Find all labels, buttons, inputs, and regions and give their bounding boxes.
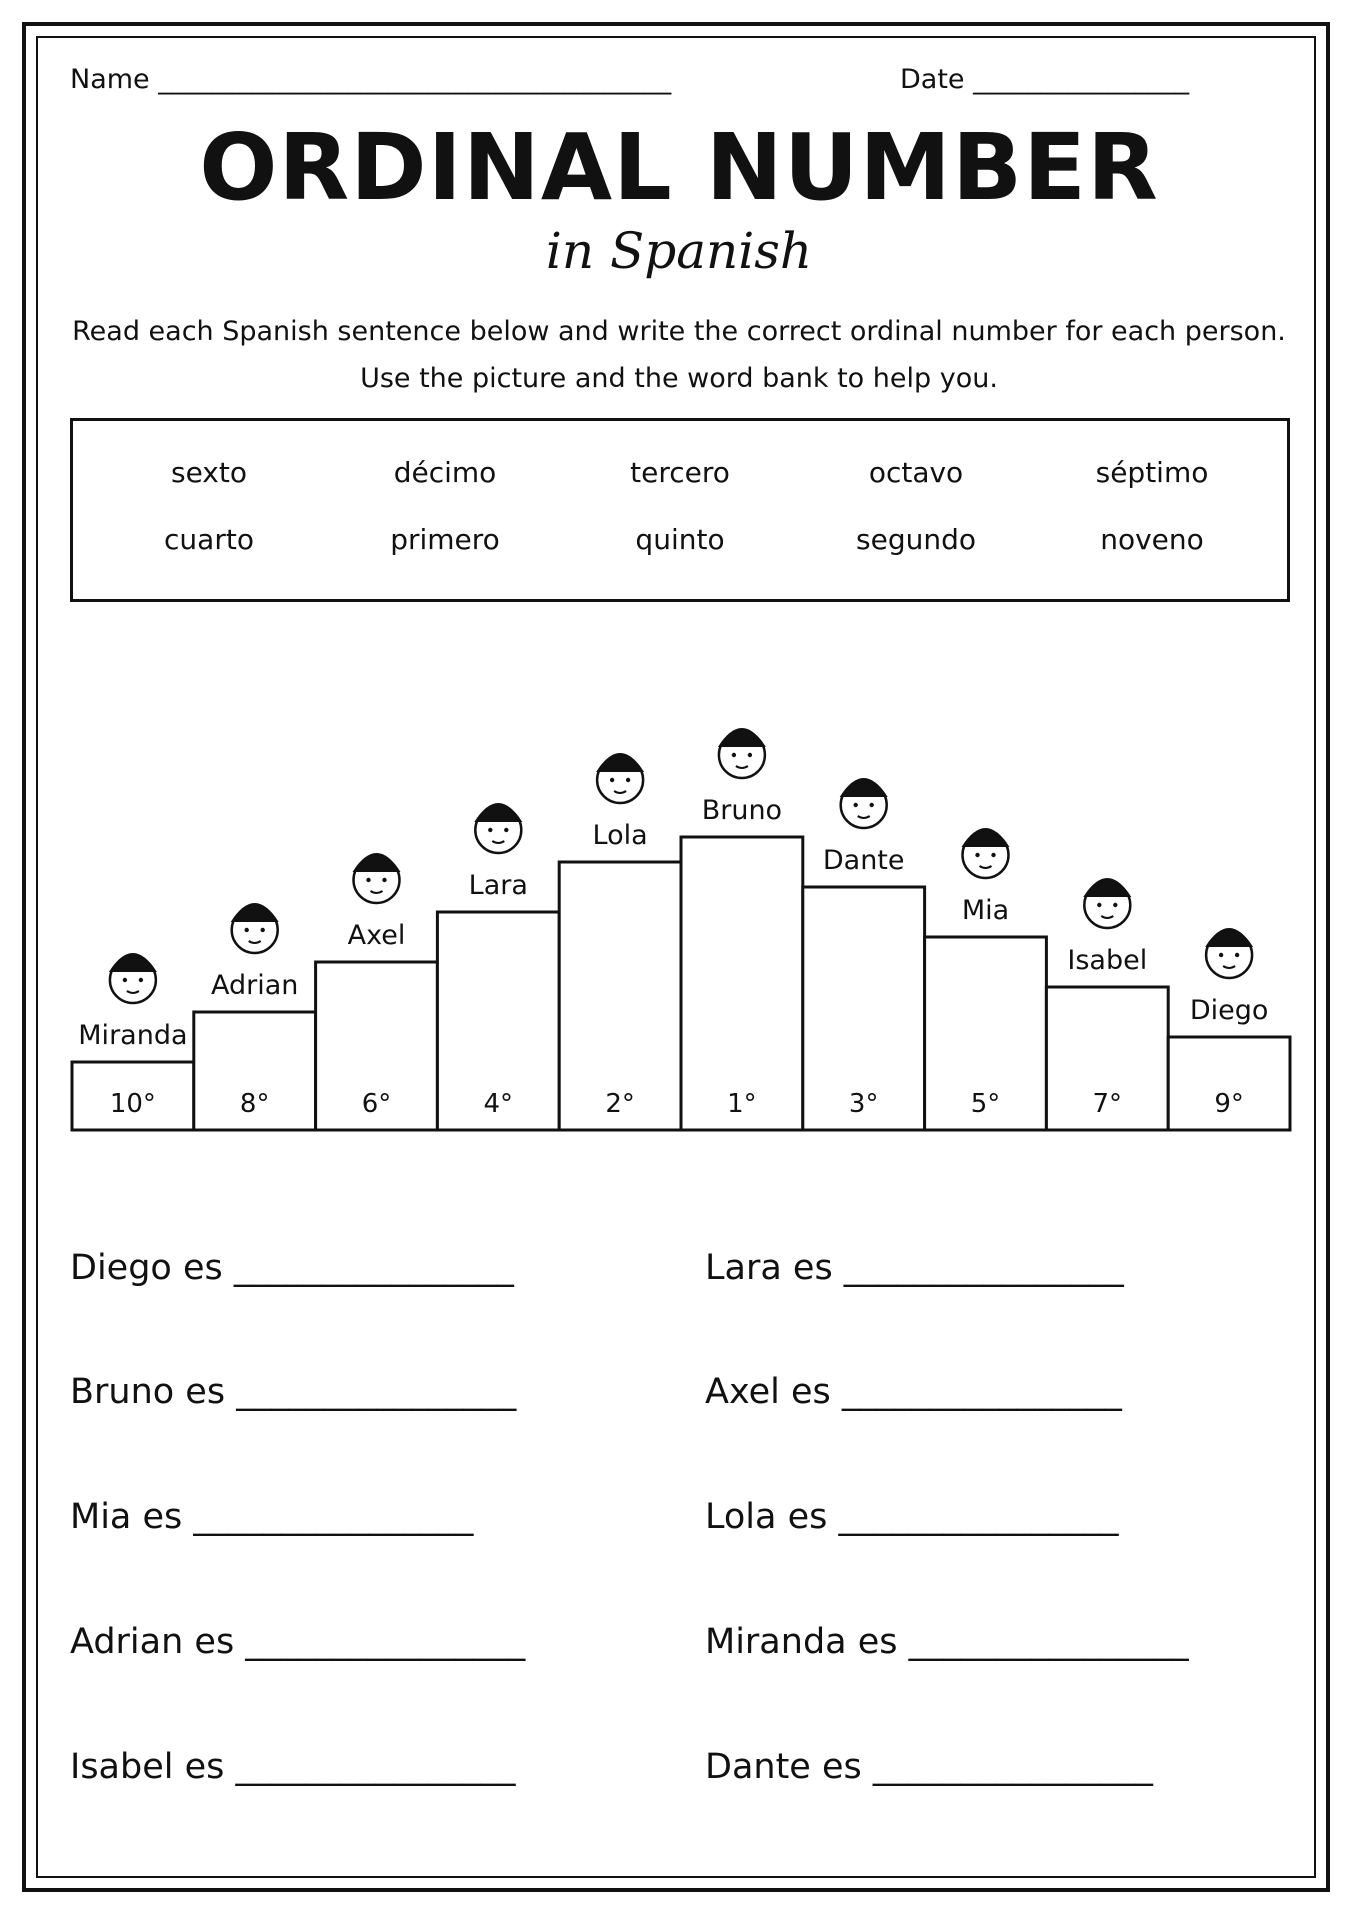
podium-place-bruno: 1° xyxy=(727,1089,757,1119)
face-icon-bruno xyxy=(718,728,766,778)
date-field[interactable]: Date ________________ xyxy=(900,64,1190,95)
podium-name-dante: Dante xyxy=(822,845,905,876)
sentence-mia[interactable]: Mia es ________________ xyxy=(70,1497,474,1537)
podium-name-axel: Axel xyxy=(347,920,406,951)
podium-name-lara: Lara xyxy=(468,870,528,901)
podium-name-isabel: Isabel xyxy=(1067,945,1148,976)
sentence-isabel[interactable]: Isabel es ________________ xyxy=(70,1747,516,1787)
podium-name-mia: Mia xyxy=(961,895,1010,926)
face-icon-lola xyxy=(596,753,644,803)
sentence-diego[interactable]: Diego es ________________ xyxy=(70,1248,514,1288)
sentence-miranda[interactable]: Miranda es ________________ xyxy=(705,1622,1189,1662)
podium-place-lara: 4° xyxy=(483,1089,514,1119)
face-icon-diego xyxy=(1205,928,1253,978)
name-field[interactable]: Name ______________________________________ xyxy=(70,64,672,95)
sentence-axel[interactable]: Axel es ________________ xyxy=(705,1372,1122,1412)
podium-name-miranda: Miranda xyxy=(78,1020,188,1051)
podium-place-lola: 2° xyxy=(605,1089,635,1119)
podium-place-axel: 6° xyxy=(361,1089,392,1119)
sentence-lara[interactable]: Lara es ________________ xyxy=(705,1248,1124,1288)
face-icon-mia xyxy=(962,828,1010,878)
podium-place-miranda: 10° xyxy=(109,1089,156,1119)
podium-place-diego: 9° xyxy=(1214,1089,1244,1119)
podium-name-bruno: Bruno xyxy=(701,795,783,826)
sentence-adrian[interactable]: Adrian es ________________ xyxy=(70,1622,526,1662)
face-icon-miranda xyxy=(109,953,157,1003)
word-bank-item: noveno xyxy=(1100,523,1204,556)
podium-place-adrian: 8° xyxy=(239,1089,270,1119)
face-icon-dante xyxy=(840,778,888,828)
word-bank-item: quinto xyxy=(635,523,725,556)
word-bank-item: décimo xyxy=(393,456,497,489)
podium-place-mia: 5° xyxy=(970,1089,1001,1119)
page-title: ORDINAL NUMBER xyxy=(199,114,1159,221)
sentence-dante[interactable]: Dante es ________________ xyxy=(705,1747,1153,1787)
face-icon-adrian xyxy=(231,903,279,953)
face-icon-lara xyxy=(474,803,522,853)
sentence-lola[interactable]: Lola es ________________ xyxy=(705,1497,1119,1537)
sentence-bruno[interactable]: Bruno es ________________ xyxy=(70,1372,517,1412)
word-bank-item: segundo xyxy=(856,523,976,556)
word-bank-item: primero xyxy=(390,523,500,556)
page-subtitle: in Spanish xyxy=(545,222,813,280)
word-bank-item: cuarto xyxy=(164,523,254,556)
face-icon-axel xyxy=(353,853,401,903)
word-bank xyxy=(70,418,1290,602)
instructions: Read each Spanish sentence below and write the correct ordinal number for each person. Use the picture and the word bank to help you. xyxy=(72,316,1286,394)
podium-name-adrian: Adrian xyxy=(210,970,299,1001)
podium-place-isabel: 7° xyxy=(1092,1089,1123,1119)
word-bank-item: séptimo xyxy=(1095,456,1209,489)
podium-step-bruno xyxy=(681,837,803,1130)
word-bank-item: sexto xyxy=(170,456,247,489)
podium-diagram xyxy=(0,680,1358,1150)
podium-place-dante: 3° xyxy=(848,1089,879,1119)
podium-name-lola: Lola xyxy=(592,820,648,851)
face-icon-isabel xyxy=(1083,878,1131,928)
podium-name-diego: Diego xyxy=(1189,995,1269,1026)
word-bank-item: octavo xyxy=(868,456,964,489)
word-bank-item: tercero xyxy=(630,456,730,489)
